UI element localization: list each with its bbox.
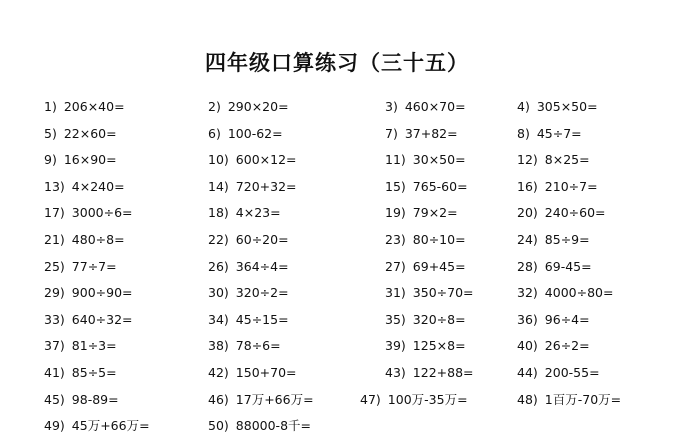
problem-item bbox=[44, 121, 117, 147]
problem-expression: 98-89= bbox=[71, 391, 119, 407]
problem-expression: 206×40= bbox=[63, 99, 125, 114]
problem-expression: 81÷3= bbox=[71, 338, 117, 354]
problem-row bbox=[0, 254, 674, 281]
problem-item bbox=[208, 200, 281, 226]
problem-item bbox=[385, 333, 466, 359]
problem-item bbox=[208, 280, 289, 306]
problem-item bbox=[385, 227, 466, 253]
problem-expression: 320÷2= bbox=[235, 285, 289, 301]
problem-row bbox=[0, 174, 674, 201]
problem-item bbox=[208, 174, 297, 200]
problem-number: 46) bbox=[208, 391, 229, 407]
problem-number: 37) bbox=[44, 338, 65, 354]
problem-expression: 69+45= bbox=[412, 258, 466, 274]
problem-item bbox=[517, 94, 598, 120]
problem-expression: 69-45= bbox=[544, 258, 592, 274]
problem-item bbox=[385, 280, 474, 306]
problem-item bbox=[44, 280, 133, 306]
problem-expression: 640÷32= bbox=[71, 311, 133, 327]
problem-number: 32) bbox=[517, 285, 538, 301]
problem-expression: 480÷8= bbox=[71, 231, 125, 247]
problem-expression: 45÷15= bbox=[235, 311, 289, 327]
problem-item bbox=[385, 307, 466, 333]
problem-number: 40) bbox=[517, 338, 538, 354]
problem-number: 1) bbox=[44, 99, 57, 114]
problem-row bbox=[0, 280, 674, 307]
problem-item bbox=[517, 227, 590, 253]
problem-expression: 79×2= bbox=[412, 205, 458, 221]
problem-grid bbox=[0, 94, 674, 440]
problem-item bbox=[385, 121, 458, 147]
problem-expression: 96÷4= bbox=[544, 311, 590, 327]
problem-row bbox=[0, 307, 674, 334]
problem-expression: 600×12= bbox=[235, 152, 297, 168]
page-title: 四年级口算练习（三十五） bbox=[205, 50, 469, 75]
problem-expression: 26÷2= bbox=[544, 338, 590, 354]
problem-number: 9) bbox=[44, 152, 57, 168]
problem-number: 39) bbox=[385, 338, 406, 354]
problem-expression: 30×50= bbox=[412, 152, 466, 168]
problem-number: 49) bbox=[44, 418, 65, 434]
problem-number: 38) bbox=[208, 338, 229, 354]
problem-number: 7) bbox=[385, 125, 398, 141]
problem-item bbox=[44, 147, 117, 173]
problem-item bbox=[208, 413, 311, 439]
problem-item bbox=[208, 360, 297, 386]
problem-number: 29) bbox=[44, 285, 65, 301]
problem-number: 14) bbox=[208, 178, 229, 194]
problem-number: 21) bbox=[44, 231, 65, 247]
problem-number: 22) bbox=[208, 231, 229, 247]
problem-expression: 900÷90= bbox=[71, 285, 133, 301]
problem-number: 35) bbox=[385, 311, 406, 327]
problem-item bbox=[517, 280, 613, 306]
problem-row bbox=[0, 333, 674, 360]
problem-number: 4) bbox=[517, 99, 530, 114]
problem-expression: 364÷4= bbox=[235, 258, 289, 274]
problem-expression: 80÷10= bbox=[412, 231, 466, 247]
problem-expression: 4000÷80= bbox=[544, 285, 614, 301]
problem-expression: 85÷9= bbox=[544, 231, 590, 247]
problem-item bbox=[44, 254, 117, 280]
problem-item bbox=[385, 200, 458, 226]
problem-number: 2) bbox=[208, 99, 221, 114]
problem-row bbox=[0, 147, 674, 174]
problem-expression: 22×60= bbox=[63, 125, 117, 141]
problem-item bbox=[517, 307, 590, 333]
problem-number: 25) bbox=[44, 258, 65, 274]
problem-item bbox=[517, 360, 600, 386]
problem-expression: 4×240= bbox=[71, 178, 125, 194]
problem-number: 20) bbox=[517, 205, 538, 221]
problem-item bbox=[360, 387, 468, 413]
problem-item bbox=[208, 227, 289, 253]
problem-row bbox=[0, 227, 674, 254]
problem-item bbox=[208, 387, 314, 413]
problem-row bbox=[0, 121, 674, 148]
problem-item bbox=[385, 174, 468, 200]
problem-number: 41) bbox=[44, 364, 65, 380]
problem-expression: 765-60= bbox=[412, 178, 468, 194]
problem-expression: 200-55= bbox=[544, 364, 600, 380]
problem-item bbox=[517, 200, 606, 226]
problem-expression: 85÷5= bbox=[71, 364, 117, 380]
problem-number: 30) bbox=[208, 285, 229, 301]
problem-number: 36) bbox=[517, 311, 538, 327]
problem-item bbox=[385, 254, 466, 280]
problem-number: 27) bbox=[385, 258, 406, 274]
problem-expression: 350÷70= bbox=[412, 285, 474, 301]
problem-item bbox=[208, 121, 283, 147]
problem-number: 33) bbox=[44, 311, 65, 327]
problem-expression: 100-62= bbox=[227, 125, 283, 141]
problem-expression: 88000-8千= bbox=[235, 418, 311, 434]
problem-number: 45) bbox=[44, 391, 65, 407]
problem-number: 44) bbox=[517, 364, 538, 380]
problem-expression: 320÷8= bbox=[412, 311, 466, 327]
problem-item bbox=[208, 333, 281, 359]
problem-number: 26) bbox=[208, 258, 229, 274]
problem-expression: 17万+66万= bbox=[235, 391, 314, 407]
problem-expression: 16×90= bbox=[63, 152, 117, 168]
problem-expression: 210÷7= bbox=[544, 178, 598, 194]
problem-item bbox=[44, 307, 133, 333]
problem-number: 31) bbox=[385, 285, 406, 301]
problem-number: 34) bbox=[208, 311, 229, 327]
problem-item bbox=[44, 227, 125, 253]
problem-number: 11) bbox=[385, 152, 406, 168]
problem-number: 3) bbox=[385, 99, 398, 114]
problem-item bbox=[385, 94, 466, 120]
problem-item bbox=[44, 94, 125, 120]
problem-item bbox=[44, 174, 125, 200]
problem-number: 50) bbox=[208, 418, 229, 434]
problem-item bbox=[44, 387, 119, 413]
problem-number: 8) bbox=[517, 125, 530, 141]
problem-item bbox=[208, 147, 297, 173]
problem-item bbox=[208, 307, 289, 333]
problem-number: 15) bbox=[385, 178, 406, 194]
problem-expression: 460×70= bbox=[404, 99, 466, 114]
problem-item bbox=[517, 121, 582, 147]
problem-expression: 77÷7= bbox=[71, 258, 117, 274]
problem-expression: 78÷6= bbox=[235, 338, 281, 354]
problem-number: 23) bbox=[385, 231, 406, 247]
problem-number: 28) bbox=[517, 258, 538, 274]
problem-expression: 45万+66万= bbox=[71, 418, 150, 434]
problem-expression: 125×8= bbox=[412, 338, 466, 354]
problem-number: 17) bbox=[44, 205, 65, 221]
problem-number: 48) bbox=[517, 391, 538, 407]
problem-item bbox=[44, 333, 117, 359]
problem-item bbox=[517, 387, 621, 413]
problem-number: 24) bbox=[517, 231, 538, 247]
problem-number: 16) bbox=[517, 178, 538, 194]
problem-number: 10) bbox=[208, 152, 229, 168]
problem-expression: 720+32= bbox=[235, 178, 297, 194]
problem-item bbox=[517, 333, 590, 359]
problem-expression: 45÷7= bbox=[536, 125, 582, 141]
problem-number: 5) bbox=[44, 125, 57, 141]
problem-item bbox=[517, 147, 590, 173]
problem-number: 12) bbox=[517, 152, 538, 168]
problem-expression: 60÷20= bbox=[235, 231, 289, 247]
problem-row bbox=[0, 387, 674, 414]
problem-expression: 1百万-70万= bbox=[544, 391, 622, 407]
problem-item bbox=[44, 360, 117, 386]
problem-expression: 305×50= bbox=[536, 99, 598, 114]
problem-row bbox=[0, 94, 674, 121]
problem-number: 18) bbox=[208, 205, 229, 221]
problem-number: 13) bbox=[44, 178, 65, 194]
problem-item bbox=[44, 413, 150, 439]
problem-number: 43) bbox=[385, 364, 406, 380]
problem-item bbox=[385, 147, 466, 173]
problem-row bbox=[0, 360, 674, 387]
problem-expression: 150+70= bbox=[235, 364, 297, 380]
problem-number: 19) bbox=[385, 205, 406, 221]
problem-number: 42) bbox=[208, 364, 229, 380]
problem-row bbox=[0, 413, 674, 440]
problem-item bbox=[44, 200, 133, 226]
problem-expression: 37+82= bbox=[404, 125, 458, 141]
problem-expression: 3000÷6= bbox=[71, 205, 133, 221]
problem-expression: 122+88= bbox=[412, 364, 474, 380]
problem-expression: 100万-35万= bbox=[387, 391, 468, 407]
problem-expression: 290×20= bbox=[227, 99, 289, 114]
problem-item bbox=[208, 254, 289, 280]
problem-item bbox=[208, 94, 289, 120]
problem-expression: 8×25= bbox=[544, 152, 590, 168]
problem-row bbox=[0, 200, 674, 227]
problem-expression: 4×23= bbox=[235, 205, 281, 221]
problem-number: 47) bbox=[360, 391, 381, 407]
problem-item bbox=[517, 174, 598, 200]
problem-number: 6) bbox=[208, 125, 221, 141]
problem-expression: 240÷60= bbox=[544, 205, 606, 221]
problem-item bbox=[517, 254, 592, 280]
problem-item bbox=[385, 360, 474, 386]
